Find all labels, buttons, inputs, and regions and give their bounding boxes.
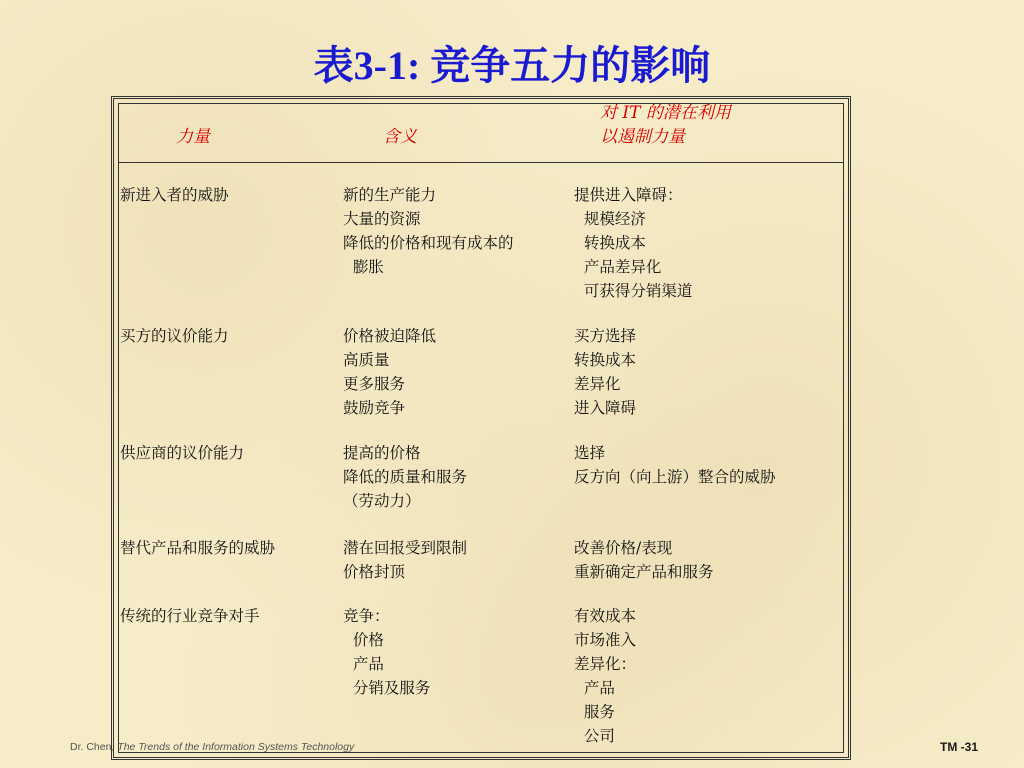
row-it-use: 可获得分销渠道 [574,282,693,300]
row-implication: 鼓励竞争 [343,399,406,417]
row-it-use: 买方选择 [574,327,637,345]
row-implication: 降低的质量和服务 [343,468,468,486]
row-it-use: 差异化： [574,655,637,673]
row-implication: 大量的资源 [343,210,421,228]
row-force: 买方的议价能力 [120,327,229,345]
row-implication: 价格被迫降低 [343,327,437,345]
row-implication: 潜在回报受到限制 [343,539,468,557]
row-implication: 提高的价格 [343,444,421,462]
row-it-use: 转换成本 [574,234,646,252]
footer-author: Dr. Chen, [70,741,115,753]
row-force: 新进入者的威胁 [120,186,229,204]
row-implication: （劳动力） [343,492,421,510]
header-force: 力量 [176,127,210,147]
slide-number: TM -31 [940,740,979,754]
row-implication: 降低的价格和现有成本的 [343,234,514,252]
row-it-use: 进入障碍 [574,399,637,417]
header-divider [119,162,843,163]
row-implication: 膨胀 [343,258,384,276]
row-implication: 分销及服务 [343,679,431,697]
row-force: 替代产品和服务的威胁 [120,539,276,557]
row-implication: 产品 [343,655,384,673]
row-it-use: 服务 [574,703,615,721]
header-it-uses-line2: 以遏制力量 [600,127,685,147]
row-force: 供应商的议价能力 [120,444,245,462]
page-title: 表3-1: 竞争五力的影响 [313,43,711,88]
row-it-use: 转换成本 [574,351,637,369]
row-implication: 价格 [343,631,384,649]
row-force: 传统的行业竞争对手 [120,607,260,625]
row-it-use: 反方向（向上游）整合的威胁 [574,468,776,486]
row-it-use: 重新确定产品和服务 [574,563,714,581]
row-it-use: 提供进入障碍： [574,186,683,204]
row-implication: 新的生产能力 [343,186,437,204]
row-implication: 高质量 [343,351,390,369]
row-it-use: 产品差异化 [574,258,662,276]
row-it-use: 规模经济 [574,210,646,228]
row-it-use: 差异化 [574,375,621,393]
header-it-uses-line1: 对 IT 的潜在利用 [600,103,731,123]
header-implications: 含义 [383,127,417,147]
row-it-use: 产品 [574,679,615,697]
row-it-use: 改善价格/表现 [574,539,673,557]
footer-course: The Trends of the Information Systems Technology [117,741,355,753]
row-it-use: 市场准入 [574,631,637,649]
row-it-use: 有效成本 [574,607,637,625]
row-implication: 价格封顶 [343,563,406,581]
footer-credit [70,741,354,753]
row-it-use: 选择 [574,444,606,462]
row-implication: 竞争： [343,607,390,625]
row-implication: 更多服务 [343,375,406,393]
row-it-use: 公司 [574,727,615,745]
